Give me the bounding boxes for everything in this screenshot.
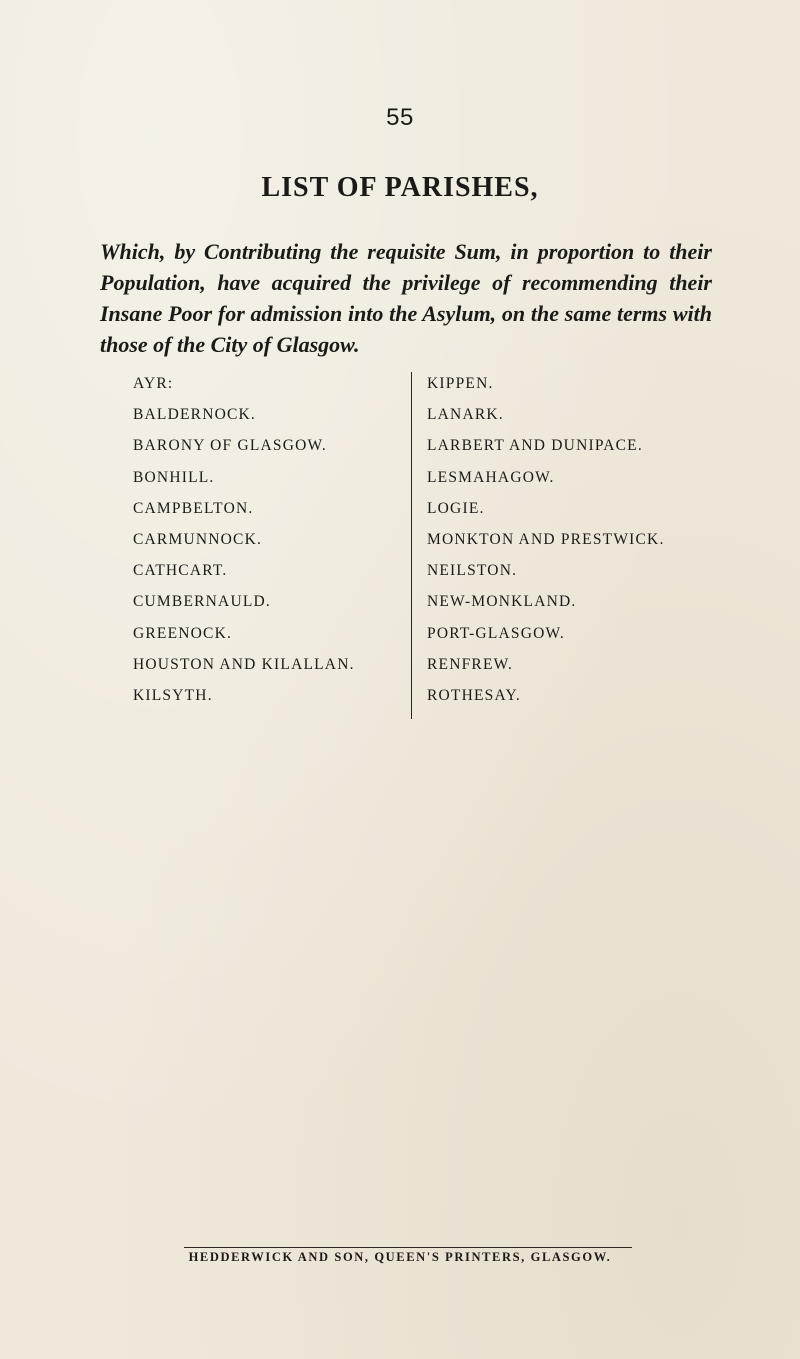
- parish-list-left: [133, 368, 355, 711]
- page-subtitle: Which, by Contributing the requisite Sum, in proportion to their Population, have acquired the privilege of recommending their Insane Poor for admission into the Asylum, on the same terms with those of the City of Glasgow.: [100, 239, 712, 357]
- parish-item: ROTHESAY.: [427, 686, 521, 704]
- imprint-rule: [184, 1247, 632, 1248]
- parish-item: LANARK.: [427, 406, 504, 424]
- parish-item: LESMAHAGOW.: [427, 468, 555, 486]
- parish-item: AYR:: [133, 375, 174, 392]
- page-title: LIST OF PARISHES,: [261, 172, 539, 203]
- parish-item: PORT-GLASGOW.: [427, 624, 565, 642]
- parish-item: BARONY OF GLASGOW.: [133, 437, 327, 455]
- parish-item: CARMUNNOCK.: [133, 530, 263, 548]
- parish-item: BALDERNOCK.: [133, 406, 256, 424]
- page-number: 55: [386, 104, 414, 131]
- parish-item: MONKTON AND PRESTWICK.: [427, 530, 665, 548]
- parish-item: GREENOCK.: [133, 624, 233, 642]
- parish-item: NEW-MONKLAND.: [427, 593, 577, 611]
- parish-item: KILSYTH.: [133, 686, 213, 704]
- parish-item: LARBERT AND DUNIPACE.: [427, 437, 643, 455]
- parish-item: CUMBERNAULD.: [133, 593, 271, 611]
- parish-item: LOGIE.: [427, 499, 485, 517]
- parish-item: KIPPEN.: [427, 375, 494, 392]
- column-divider: [411, 372, 412, 719]
- parish-item: HOUSTON AND KILALLAN.: [133, 655, 355, 673]
- parish-item: CATHCART.: [133, 562, 228, 580]
- parish-item: RENFREW.: [427, 655, 514, 673]
- parish-item: CAMPBELTON.: [133, 499, 254, 517]
- parish-list-right: [427, 368, 665, 711]
- printer-imprint: HEDDERWICK AND SON, QUEEN'S PRINTERS, GLASGOW.: [188, 1250, 612, 1264]
- parish-item: NEILSTON.: [427, 562, 518, 580]
- parish-item: BONHILL.: [133, 468, 215, 486]
